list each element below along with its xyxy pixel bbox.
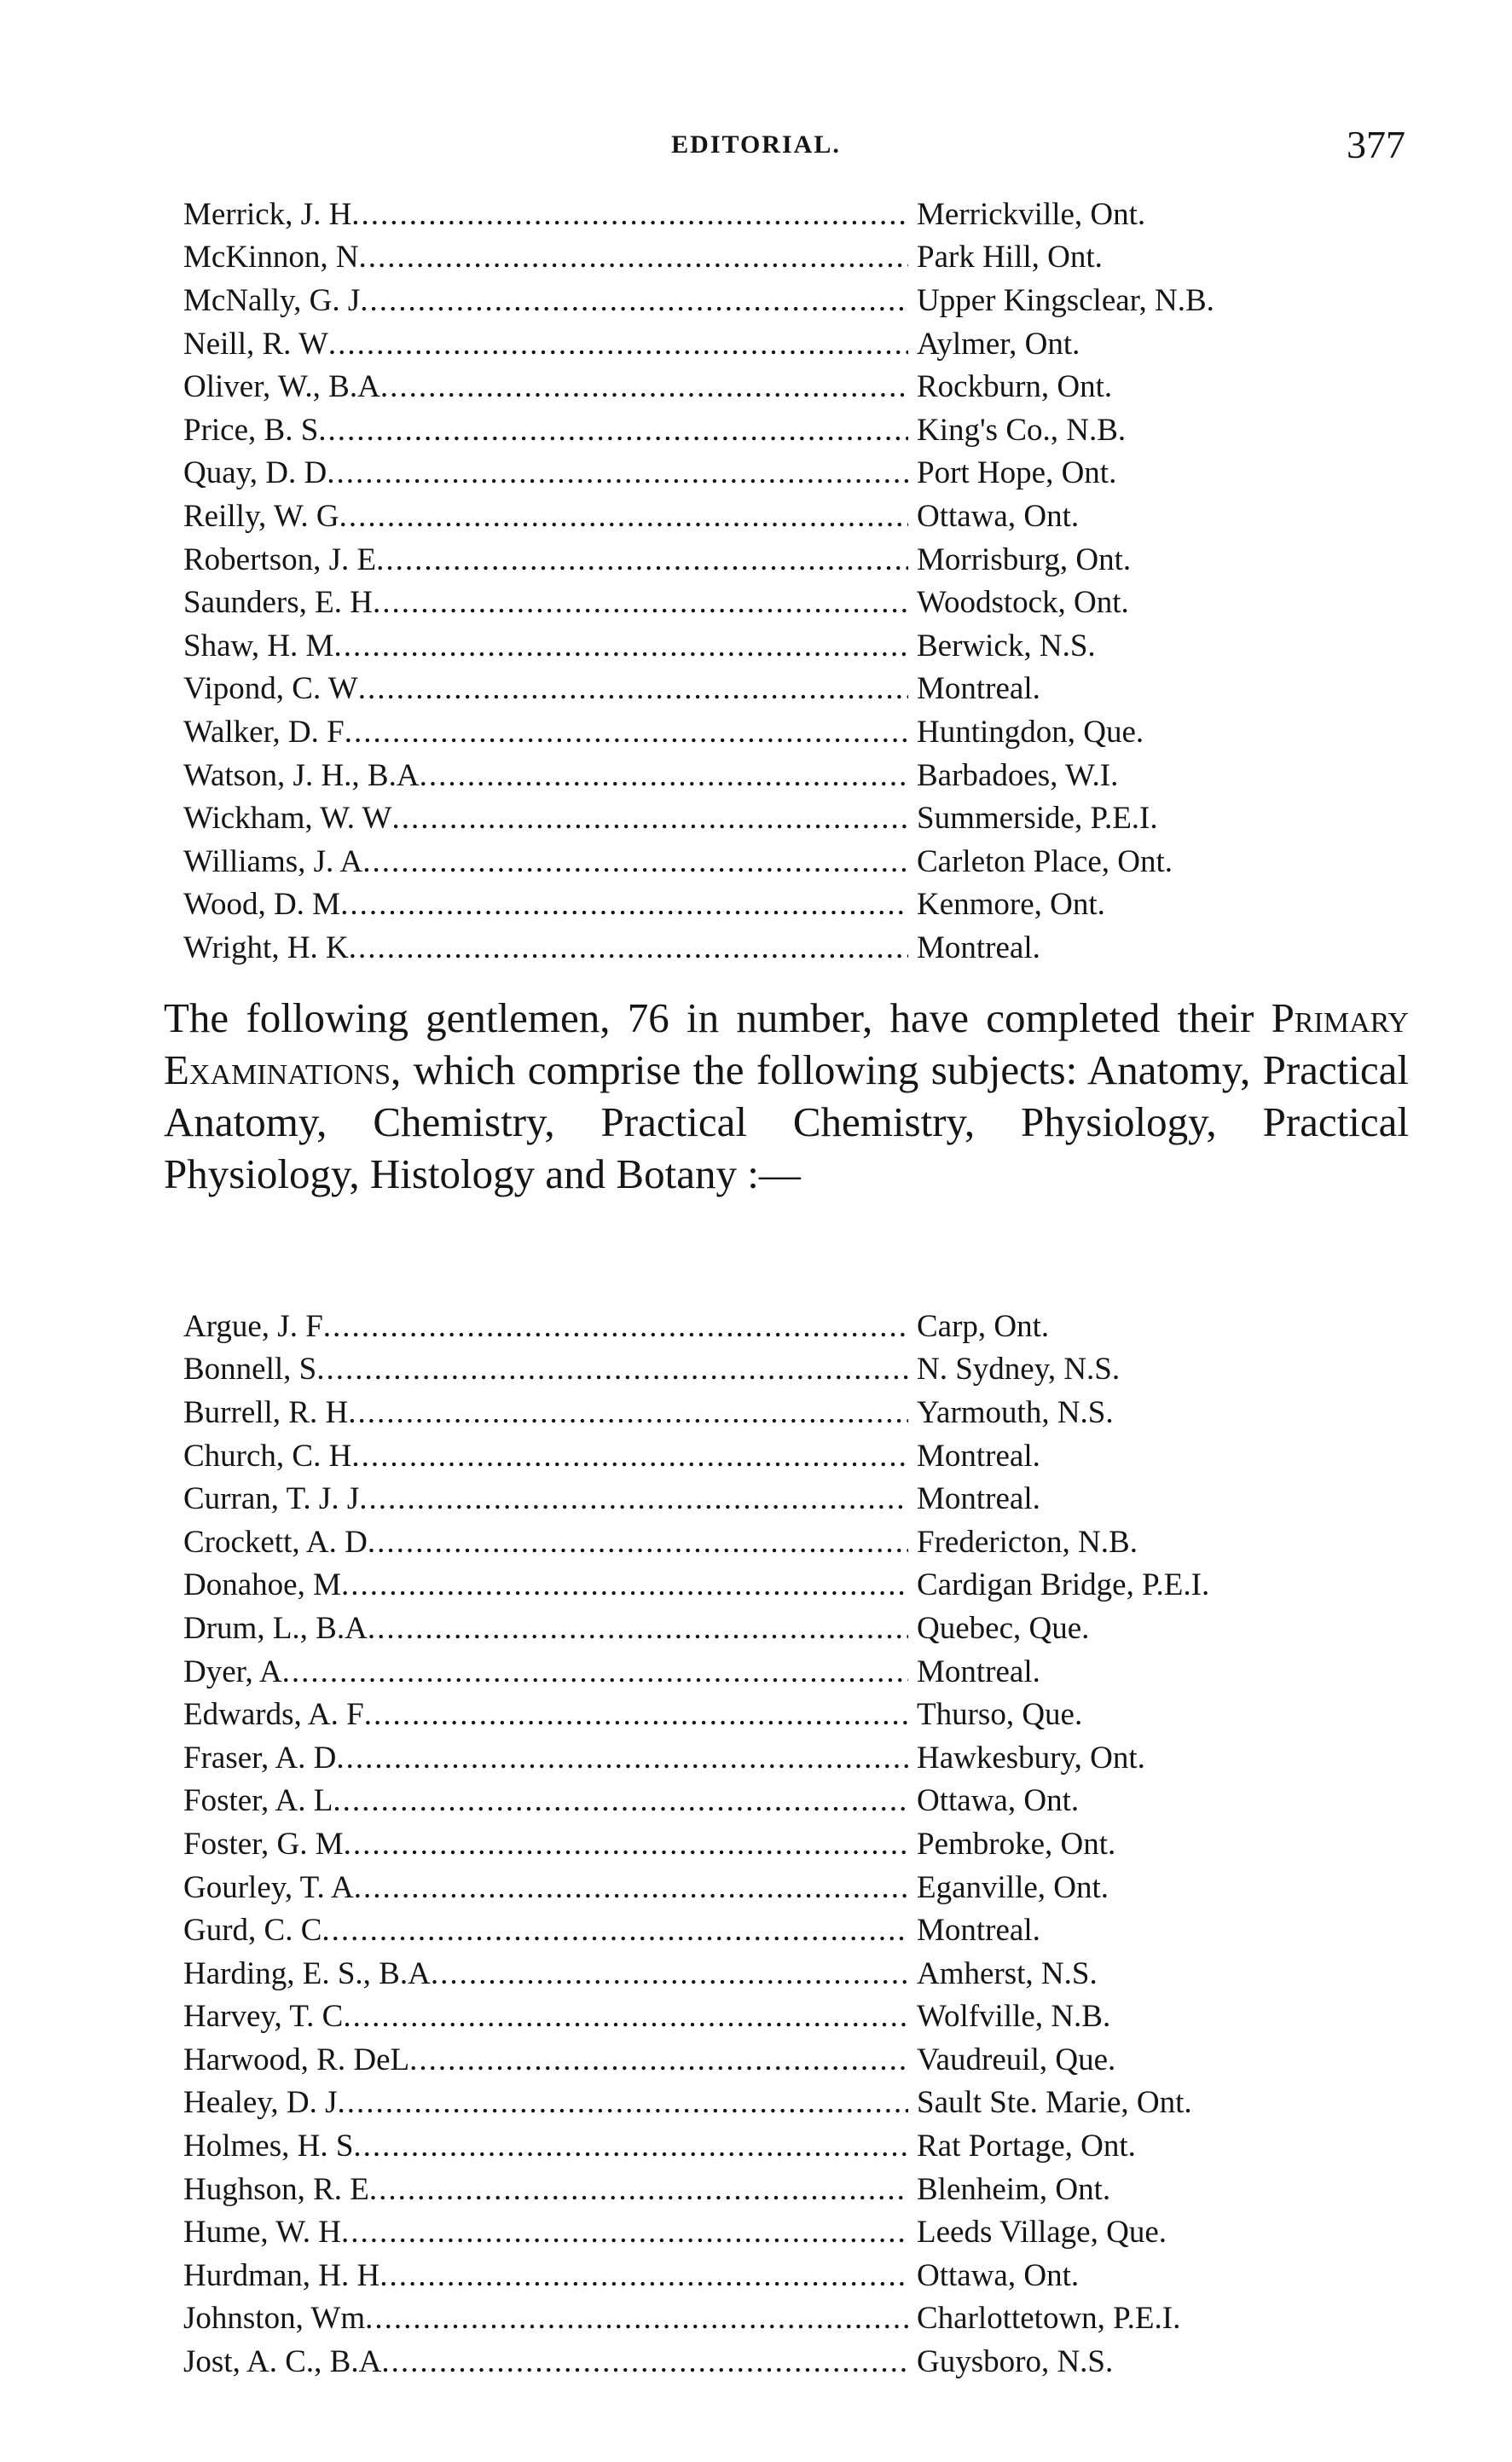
entry-place: Ottawa, Ont. bbox=[917, 498, 1080, 534]
entry-name: Oliver, W., B.A ..... bbox=[183, 368, 908, 405]
entry-place: Wolfville, N.B. bbox=[917, 1999, 1111, 2035]
entry-name: Harwood, R. DeL ..... bbox=[183, 2042, 908, 2078]
paragraph-text-after: , which comprise the following subjects: Anatomy, Practical Anatomy, Chemistry, Practical Chemistry, Physiology, Practical Physiology, Histology and Botany :— bbox=[164, 1046, 1409, 1197]
entry-place: Woodstock, Ont. bbox=[917, 585, 1129, 621]
list-item bbox=[183, 452, 1377, 495]
entry-name: Gurd, C. C ..... bbox=[183, 1912, 908, 1949]
entry-name: Johnston, Wm ..... bbox=[183, 2300, 908, 2337]
entry-name: Harding, E. S., B.A ..... bbox=[183, 1955, 908, 1992]
entry-place: Guysboro, N.S. bbox=[917, 2344, 1114, 2380]
running-title: EDITORIAL. bbox=[671, 130, 841, 159]
entry-name: Foster, A. L ..... bbox=[183, 1782, 908, 1819]
list-item bbox=[183, 1866, 1377, 1909]
entry-name: Wood, D. M ..... bbox=[183, 886, 908, 923]
entry-name: Reilly, W. G ..... bbox=[183, 498, 908, 535]
entry-place: Ottawa, Ont. bbox=[917, 1783, 1080, 1819]
entry-name: Crockett, A. D ..... bbox=[183, 1524, 908, 1561]
entry-place: Leeds Village, Que. bbox=[917, 2215, 1167, 2251]
list-item bbox=[183, 926, 1377, 970]
entry-place: Montreal. bbox=[917, 671, 1040, 707]
entry-name: Williams, J. A ..... bbox=[183, 843, 908, 880]
entry-place: Pembroke, Ont. bbox=[917, 1826, 1116, 1862]
entry-place: Barbadoes, W.I. bbox=[917, 757, 1119, 793]
list-item bbox=[183, 2210, 1377, 2254]
entry-place: N. Sydney, N.S. bbox=[917, 1352, 1121, 1387]
entry-place: Cardigan Bridge, P.E.I. bbox=[917, 1567, 1210, 1603]
list-item bbox=[183, 279, 1377, 322]
entry-name: Price, B. S ..... bbox=[183, 412, 908, 449]
list-item bbox=[183, 840, 1377, 883]
entry-name: Wickham, W. W ..... bbox=[183, 800, 908, 837]
list-item bbox=[183, 624, 1377, 668]
page-number: 377 bbox=[1347, 123, 1405, 166]
list-item bbox=[183, 365, 1377, 408]
list-item bbox=[183, 1607, 1377, 1650]
list-item bbox=[183, 322, 1377, 366]
list-item bbox=[183, 2038, 1377, 2082]
entry-name: Gourley, T. A ..... bbox=[183, 1869, 908, 1906]
entry-name: Holmes, H. S ..... bbox=[183, 2128, 908, 2164]
entry-place: Charlottetown, P.E.I. bbox=[917, 2301, 1181, 2337]
entry-name: Foster, G. M ..... bbox=[183, 1826, 908, 1862]
list-item bbox=[183, 668, 1377, 711]
entry-place: Montreal. bbox=[917, 1438, 1040, 1474]
entry-name: Vipond, C. W ..... bbox=[183, 670, 908, 707]
entry-place: Montreal. bbox=[917, 1913, 1040, 1949]
entry-name: Robertson, J. E ..... bbox=[183, 542, 908, 578]
list-item bbox=[183, 2340, 1377, 2384]
list-item bbox=[183, 1780, 1377, 1823]
list-item bbox=[183, 2254, 1377, 2297]
entry-place: Sault Ste. Marie, Ont. bbox=[917, 2085, 1192, 2121]
entry-name: Drum, L., B.A ..... bbox=[183, 1610, 908, 1647]
list-item bbox=[183, 236, 1377, 280]
list-item bbox=[183, 1822, 1377, 1866]
list-item bbox=[183, 1693, 1377, 1736]
entry-place: Quebec, Que. bbox=[917, 1610, 1090, 1646]
list-item bbox=[183, 1996, 1377, 2039]
entry-place: Merrickville, Ont. bbox=[917, 196, 1146, 232]
entry-place: Blenheim, Ont. bbox=[917, 2171, 1111, 2207]
paragraph-text-before: The following gentlemen, 76 in number, have completed their bbox=[164, 994, 1272, 1041]
list-item bbox=[183, 408, 1377, 452]
entry-place: Summerside, P.E.I. bbox=[917, 801, 1158, 837]
entry-place: Thurso, Que. bbox=[917, 1697, 1083, 1733]
primary-examinations-list bbox=[183, 1305, 1377, 2384]
entry-name: Dyer, A ..... bbox=[183, 1654, 908, 1690]
list-item bbox=[183, 710, 1377, 754]
entry-place: Ottawa, Ont. bbox=[917, 2257, 1080, 2293]
entry-name: Hughson, R. E ..... bbox=[183, 2171, 908, 2208]
entry-name: Fraser, A. D ..... bbox=[183, 1740, 908, 1776]
entry-name: Jost, A. C., B.A ..... bbox=[183, 2343, 908, 2380]
list-item bbox=[183, 754, 1377, 797]
running-head bbox=[0, 119, 1512, 171]
entry-name: Wright, H. K ..... bbox=[183, 930, 908, 966]
paragraph-emphasis: Primary Examinations bbox=[164, 994, 1409, 1093]
list-item bbox=[183, 538, 1377, 582]
list-item bbox=[183, 883, 1377, 927]
entry-name: Neill, R. W ..... bbox=[183, 326, 908, 362]
entry-name: Edwards, A. F ..... bbox=[183, 1696, 908, 1733]
entry-place: Montreal. bbox=[917, 930, 1040, 965]
entry-place: Kenmore, Ont. bbox=[917, 887, 1105, 923]
body-paragraph bbox=[164, 992, 1409, 1200]
list-item bbox=[183, 1564, 1377, 1608]
list-item bbox=[183, 1305, 1377, 1348]
list-item bbox=[183, 1434, 1377, 1478]
entry-name: Shaw, H. M ..... bbox=[183, 628, 908, 664]
list-item bbox=[183, 193, 1377, 236]
entry-place: Fredericton, N.B. bbox=[917, 1524, 1138, 1560]
graduates-list bbox=[183, 193, 1377, 970]
entry-name: Walker, D. F ..... bbox=[183, 714, 908, 750]
entry-place: Rat Portage, Ont. bbox=[917, 2129, 1136, 2164]
entry-place: Vaudreuil, Que. bbox=[917, 2042, 1116, 2077]
entry-name: Curran, T. J. J ..... bbox=[183, 1480, 908, 1517]
entry-name: Argue, J. F ..... bbox=[183, 1308, 908, 1345]
entry-place: Port Hope, Ont. bbox=[917, 455, 1117, 491]
list-item bbox=[183, 2124, 1377, 2168]
entry-name: Merrick, J. H ..... bbox=[183, 196, 908, 233]
entry-name: Quay, D. D ..... bbox=[183, 455, 908, 491]
entry-name: Church, C. H ..... bbox=[183, 1438, 908, 1474]
entry-name: Watson, J. H., B.A ..... bbox=[183, 757, 908, 794]
entry-place: Montreal. bbox=[917, 1481, 1040, 1517]
entry-name: Harvey, T. C ..... bbox=[183, 1998, 908, 2035]
list-item bbox=[183, 1909, 1377, 1952]
list-item bbox=[183, 1521, 1377, 1564]
entry-name: McNally, G. J ..... bbox=[183, 282, 908, 319]
entry-name: Bonnell, S ..... bbox=[183, 1351, 908, 1387]
list-item bbox=[183, 495, 1377, 538]
entry-place: Morrisburg, Ont. bbox=[917, 542, 1132, 577]
entry-place: Carleton Place, Ont. bbox=[917, 843, 1173, 879]
entry-place: Yarmouth, N.S. bbox=[917, 1394, 1114, 1430]
entry-name: Donahoe, M ..... bbox=[183, 1567, 908, 1603]
entry-place: King's Co., N.B. bbox=[917, 412, 1127, 448]
list-item bbox=[183, 581, 1377, 624]
list-item bbox=[183, 1348, 1377, 1392]
list-item bbox=[183, 1736, 1377, 1780]
entry-name: Burrell, R. H ..... bbox=[183, 1394, 908, 1431]
list-item bbox=[183, 2082, 1377, 2125]
entry-name: Hurdman, H. H ..... bbox=[183, 2257, 908, 2294]
list-item bbox=[183, 2297, 1377, 2341]
list-item bbox=[183, 797, 1377, 840]
list-item bbox=[183, 1952, 1377, 1996]
entry-place: Park Hill, Ont. bbox=[917, 240, 1103, 275]
entry-place: Amherst, N.S. bbox=[917, 1955, 1098, 1991]
entry-place: Berwick, N.S. bbox=[917, 628, 1096, 663]
entry-name: Healey, D. J ..... bbox=[183, 2084, 908, 2121]
entry-place: Aylmer, Ont. bbox=[917, 326, 1080, 362]
list-item bbox=[183, 1477, 1377, 1521]
list-item bbox=[183, 2168, 1377, 2211]
entry-place: Rockburn, Ont. bbox=[917, 369, 1113, 405]
entry-place: Hawkesbury, Ont. bbox=[917, 1740, 1145, 1776]
list-item bbox=[183, 1391, 1377, 1434]
entry-name: Hume, W. H ..... bbox=[183, 2214, 908, 2251]
list-item bbox=[183, 1650, 1377, 1694]
entry-place: Eganville, Ont. bbox=[917, 1869, 1109, 1905]
entry-name: Saunders, E. H ..... bbox=[183, 584, 908, 621]
entry-place: Huntingdon, Que. bbox=[917, 714, 1144, 750]
entry-place: Montreal. bbox=[917, 1654, 1040, 1689]
entry-place: Upper Kingsclear, N.B. bbox=[917, 282, 1214, 318]
entry-name: McKinnon, N ..... bbox=[183, 239, 908, 275]
entry-place: Carp, Ont. bbox=[917, 1308, 1050, 1344]
